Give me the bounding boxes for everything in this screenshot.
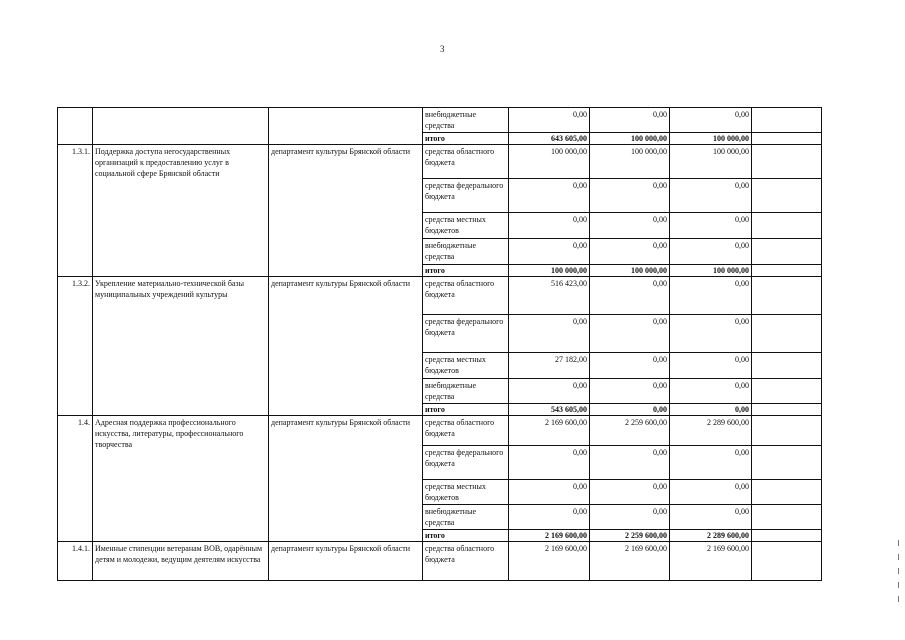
item-name-cell: Именные стипендии ветеранам ВОВ, одарённым детям и молодежи, ведущим деятелям искусства — [93, 542, 269, 581]
empty-column-cell — [752, 145, 822, 179]
amount-year-2-cell: 0,00 — [590, 239, 670, 265]
funding-source-cell: средства федерального бюджета — [423, 446, 509, 480]
funding-source-cell: итого — [423, 530, 509, 542]
amount-year-1-cell: 0,00 — [509, 480, 590, 505]
funding-source-cell: средства федерального бюджета — [423, 315, 509, 353]
funding-source-cell: итого — [423, 265, 509, 277]
table-row — [58, 416, 822, 446]
executor-cell: департамент культуры Брянской области — [269, 542, 423, 581]
page-number: 3 — [440, 44, 445, 54]
amount-year-3-cell: 0,00 — [670, 446, 752, 480]
amount-year-2-cell: 0,00 — [590, 315, 670, 353]
item-code-cell — [58, 108, 93, 145]
empty-column-cell — [752, 446, 822, 480]
amount-year-2-cell: 2 169 600,00 — [590, 542, 670, 581]
amount-year-3-cell: 0,00 — [670, 404, 752, 416]
amount-year-1-cell: 0,00 — [509, 179, 590, 213]
empty-column-cell — [752, 480, 822, 505]
amount-year-3-cell: 0,00 — [670, 505, 752, 530]
executor-cell: департамент культуры Брянской области — [269, 416, 423, 542]
amount-year-1-cell: 0,00 — [509, 446, 590, 480]
amount-year-3-cell: 100 000,00 — [670, 265, 752, 277]
amount-year-1-cell: 0,00 — [509, 239, 590, 265]
executor-cell — [269, 108, 423, 145]
funding-source-cell: внебюджетные средства — [423, 505, 509, 530]
amount-year-1-cell: 27 182,00 — [509, 353, 590, 379]
amount-year-1-cell: 516 423,00 — [509, 277, 590, 315]
item-name-cell: Поддержка доступа негосударственных организаций к предоставлению услуг в социальной сфере Брянской области — [93, 145, 269, 277]
empty-column-cell — [752, 277, 822, 315]
amount-year-1-cell: 0,00 — [509, 505, 590, 530]
amount-year-1-cell: 100 000,00 — [509, 265, 590, 277]
executor-cell: департамент культуры Брянской области — [269, 277, 423, 416]
amount-year-1-cell: 643 605,00 — [509, 133, 590, 145]
amount-year-3-cell: 0,00 — [670, 179, 752, 213]
empty-column-cell — [752, 315, 822, 353]
funding-source-cell: средства федерального бюджета — [423, 179, 509, 213]
amount-year-1-cell: 0,00 — [509, 108, 590, 133]
empty-column-cell — [752, 416, 822, 446]
amount-year-1-cell: 543 605,00 — [509, 404, 590, 416]
amount-year-1-cell: 0,00 — [509, 315, 590, 353]
amount-year-2-cell: 0,00 — [590, 379, 670, 404]
funding-source-cell: средства областного бюджета — [423, 277, 509, 315]
item-code-cell: 1.3.2. — [58, 277, 93, 416]
funding-source-cell: внебюджетные средства — [423, 239, 509, 265]
table-row — [58, 542, 822, 581]
amount-year-1-cell: 100 000,00 — [509, 145, 590, 179]
table-row — [58, 145, 822, 179]
item-code-cell: 1.4. — [58, 416, 93, 542]
amount-year-2-cell: 0,00 — [590, 446, 670, 480]
amount-year-3-cell: 100 000,00 — [670, 145, 752, 179]
funding-source-cell: средства местных бюджетов — [423, 480, 509, 505]
amount-year-1-cell: 2 169 600,00 — [509, 542, 590, 581]
amount-year-3-cell: 2 289 600,00 — [670, 530, 752, 542]
funding-source-cell: итого — [423, 133, 509, 145]
empty-column-cell — [752, 404, 822, 416]
empty-column-cell — [752, 505, 822, 530]
funding-source-cell: средства местных бюджетов — [423, 353, 509, 379]
amount-year-3-cell: 0,00 — [670, 213, 752, 239]
table-row — [58, 108, 822, 133]
empty-column-cell — [752, 213, 822, 239]
funding-source-cell: средства местных бюджетов — [423, 213, 509, 239]
amount-year-2-cell: 0,00 — [590, 213, 670, 239]
amount-year-3-cell: 0,00 — [670, 277, 752, 315]
amount-year-2-cell: 0,00 — [590, 505, 670, 530]
amount-year-2-cell: 0,00 — [590, 480, 670, 505]
amount-year-2-cell: 0,00 — [590, 353, 670, 379]
empty-column-cell — [752, 239, 822, 265]
funding-source-cell: средства областного бюджета — [423, 416, 509, 446]
empty-column-cell — [752, 179, 822, 213]
item-name-cell: Укрепление материально-технической базы муниципальных учреждений культуры — [93, 277, 269, 416]
executor-cell: департамент культуры Брянской области — [269, 145, 423, 277]
item-code-cell: 1.4.1. — [58, 542, 93, 581]
item-name-cell: Адресная поддержка профессионального искусства, литературы, профессионального творчества — [93, 416, 269, 542]
item-code-cell: 1.3.1. — [58, 145, 93, 277]
amount-year-1-cell: 0,00 — [509, 213, 590, 239]
amount-year-3-cell: 0,00 — [670, 379, 752, 404]
amount-year-2-cell: 100 000,00 — [590, 133, 670, 145]
amount-year-2-cell: 2 259 600,00 — [590, 530, 670, 542]
amount-year-2-cell: 0,00 — [590, 179, 670, 213]
amount-year-3-cell: 100 000,00 — [670, 133, 752, 145]
funding-source-cell: средства областного бюджета — [423, 145, 509, 179]
amount-year-3-cell: 0,00 — [670, 480, 752, 505]
amount-year-2-cell: 2 259 600,00 — [590, 416, 670, 446]
amount-year-3-cell: 0,00 — [670, 353, 752, 379]
amount-year-1-cell: 2 169 600,00 — [509, 530, 590, 542]
amount-year-1-cell: 2 169 600,00 — [509, 416, 590, 446]
amount-year-2-cell: 0,00 — [590, 404, 670, 416]
amount-year-3-cell: 2 289 600,00 — [670, 416, 752, 446]
empty-column-cell — [752, 108, 822, 133]
amount-year-2-cell: 100 000,00 — [590, 265, 670, 277]
funding-source-cell: средства областного бюджета — [423, 542, 509, 581]
scan-edge-marks — [898, 540, 900, 630]
funding-source-cell: внебюджетные средства — [423, 379, 509, 404]
funding-source-cell: итого — [423, 404, 509, 416]
empty-column-cell — [752, 265, 822, 277]
empty-column-cell — [752, 542, 822, 581]
empty-column-cell — [752, 379, 822, 404]
amount-year-2-cell: 100 000,00 — [590, 145, 670, 179]
item-name-cell — [93, 108, 269, 145]
empty-column-cell — [752, 530, 822, 542]
amount-year-3-cell: 2 169 600,00 — [670, 542, 752, 581]
amount-year-2-cell: 0,00 — [590, 277, 670, 315]
table-row — [58, 277, 822, 315]
budget-table — [57, 107, 822, 581]
funding-source-cell: внебюджетные средства — [423, 108, 509, 133]
amount-year-3-cell: 0,00 — [670, 108, 752, 133]
amount-year-2-cell: 0,00 — [590, 108, 670, 133]
amount-year-3-cell: 0,00 — [670, 315, 752, 353]
amount-year-3-cell: 0,00 — [670, 239, 752, 265]
empty-column-cell — [752, 133, 822, 145]
empty-column-cell — [752, 353, 822, 379]
amount-year-1-cell: 0,00 — [509, 379, 590, 404]
